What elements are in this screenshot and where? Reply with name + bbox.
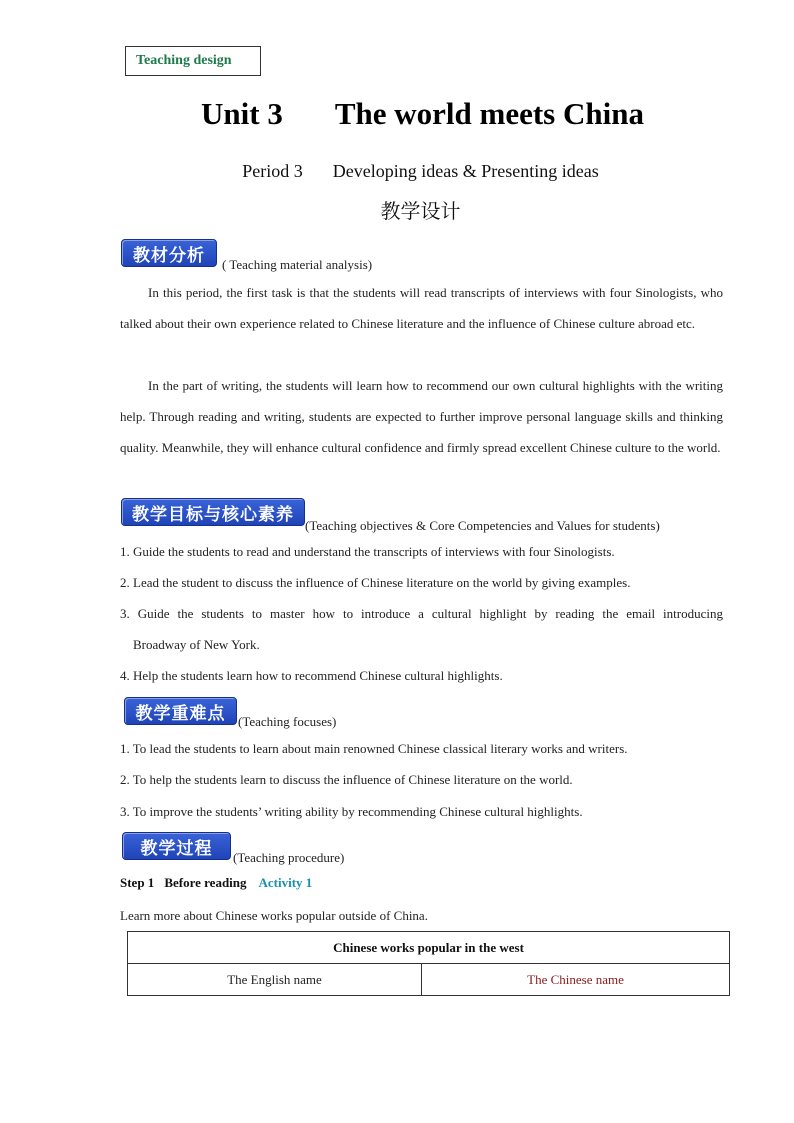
objectives-note: (Teaching objectives & Core Competencies and Values for students) (305, 518, 660, 533)
chinese-works-table (127, 931, 730, 996)
step-number: Step 1 (120, 875, 155, 890)
step-name: Before reading (164, 875, 247, 890)
table-row (128, 964, 730, 996)
unit-name: The world meets China (334, 96, 644, 131)
document-type-tag: Teaching design (125, 46, 261, 76)
procedure-note: (Teaching procedure) (233, 850, 345, 865)
column-chinese-name: The Chinese name (422, 964, 730, 996)
step-heading (120, 875, 312, 891)
chinese-title: 教学设计 (380, 199, 461, 223)
objective-item-1: 1. Guide the students to read and understand the transcripts of interviews with four Sinologists. (120, 544, 615, 559)
procedure-badge: 教学过程 (122, 832, 231, 860)
activity-label: Activity 1 (258, 875, 313, 890)
material-analysis-badge: 教材分析 (121, 239, 217, 267)
material-paragraph-1: In this period, the first task is that the students will read transcripts of interviews with four Sinologists, who talked about their own experience related to Chinese literature and the influence of Chinese culture abroad etc. (120, 285, 723, 331)
objective-item-4: 4. Help the students learn how to recommend Chinese cultural highlights. (120, 668, 503, 683)
focus-item-3: 3. To improve the students’ writing ability by recommending Chinese cultural highlights. (120, 804, 583, 819)
material-paragraph-2: In the part of writing, the students will learn how to recommend our own cultural highlights with the writing help. Through reading and writing, students are expected to further improve personal language skills and thinking quality. Meanwhile, they will enhance cultural confidence and firmly spread excellent Chinese culture to the world. (120, 378, 723, 455)
focus-item-1: 1. To lead the students to learn about main renowned Chinese classical literary works and writers. (120, 741, 628, 756)
activity-instruction: Learn more about Chinese works popular outside of China. (120, 908, 428, 923)
objectives-badge: 教学目标与核心素养 (121, 498, 305, 526)
focuses-badge: 教学重难点 (124, 697, 237, 725)
material-analysis-note: ( Teaching material analysis) (222, 257, 373, 272)
period-number: Period 3 (242, 161, 303, 181)
unit-number: Unit 3 (201, 96, 283, 131)
period-subtitle (0, 161, 794, 182)
period-name: Developing ideas & Presenting ideas (332, 161, 599, 181)
objective-item-3-continued: Broadway of New York. (133, 637, 260, 652)
focus-item-2: 2. To help the students learn to discuss the influence of Chinese literature on the world. (120, 772, 573, 787)
column-english-name: The English name (128, 964, 422, 996)
table-caption: Chinese works popular in the west (128, 932, 730, 964)
focuses-note: (Teaching focuses) (238, 714, 337, 729)
unit-title (0, 96, 794, 132)
objective-item-3: 3. Guide the students to master how to introduce a cultural highlight by reading the email introducing (120, 606, 723, 621)
objective-item-2: 2. Lead the student to discuss the influence of Chinese literature on the world by giving examples. (120, 575, 631, 590)
